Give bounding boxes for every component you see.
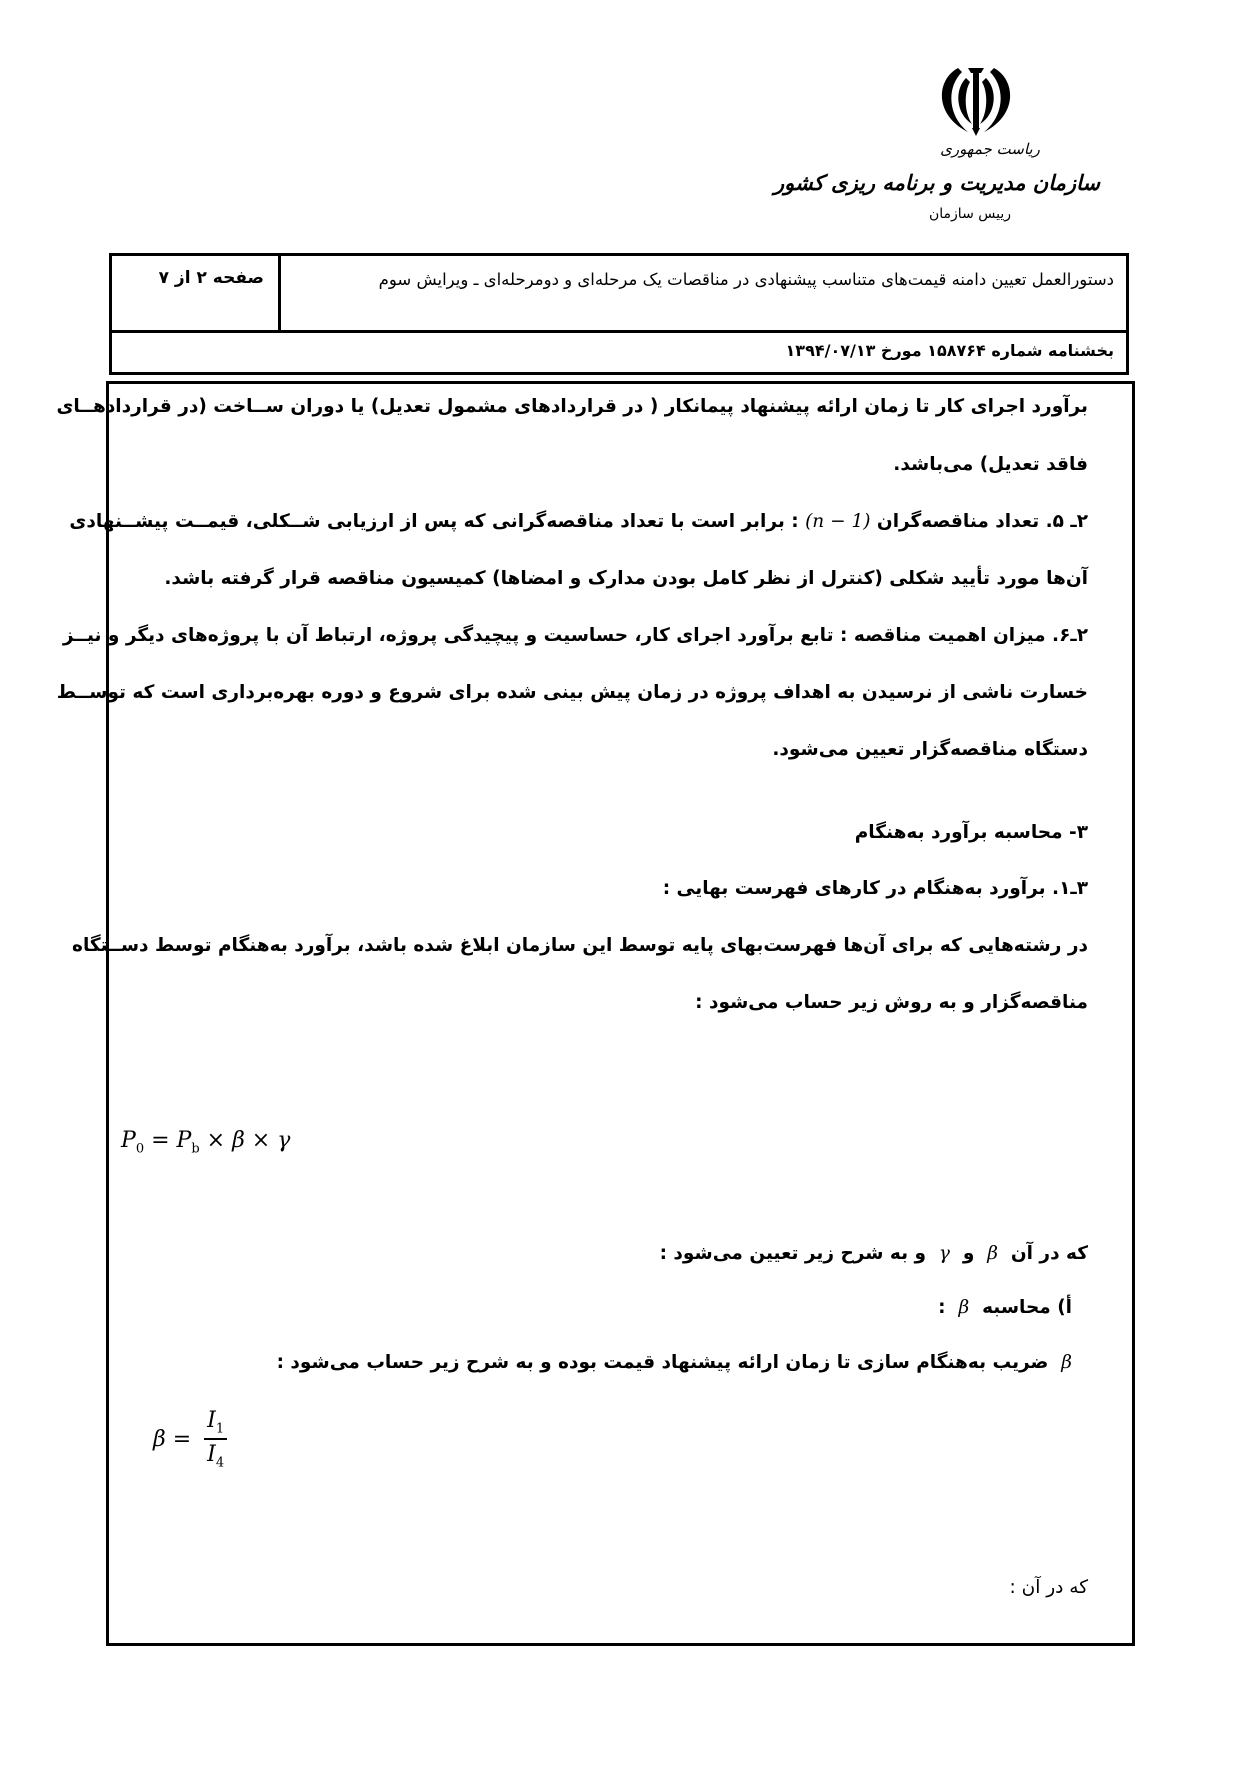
math-beta: β bbox=[958, 1297, 970, 1318]
document-body bbox=[56, 381, 1135, 1646]
paragraph-line: که در آن : bbox=[1009, 1577, 1088, 1598]
formula-p0: $P_0 = P_b \times \beta \times \gamma$ bbox=[121, 1128, 291, 1157]
math-beta: β bbox=[1061, 1352, 1072, 1373]
page-number: صفحه ۲ از ۷ bbox=[112, 256, 281, 330]
paragraph-line: دستگاه مناقصه‌گزار تعیین می‌شود. bbox=[772, 739, 1088, 760]
header-row-title bbox=[112, 256, 1126, 333]
paragraph-line: خسارت ناشی از نرسیدن به اهداف پروژه در زمان پیش بینی شده برای شروع و دوره بهره‌برداری است که توســط bbox=[56, 682, 1088, 703]
subsection-heading: ۳ـ۱. برآورد به‌هنگام در کارهای فهرست بهایی : bbox=[662, 878, 1088, 899]
paragraph-line: ۲ـ۶. میزان اهمیت مناقصه : تابع برآورد اجرای کار، حساسیت و پیچیدگی پروژه، ارتباط آن با پروژه‌های دیگر و نیــز bbox=[62, 625, 1088, 646]
paragraph-line: در رشته‌هایی که برای آن‌ها فهرست‌بهای پایه توسط این سازمان ابلاغ شده باشد، برآورد به‌هنگام توسط دســتگاه bbox=[72, 935, 1088, 956]
math-n-minus-1: (n − 1) bbox=[805, 511, 871, 532]
fraction: $\frac{I_1}{I_4}$ bbox=[204, 1408, 227, 1471]
organization-name: سازمان مدیریت و برنامه ریزی کشور bbox=[774, 170, 1100, 195]
iran-emblem-icon bbox=[928, 60, 1024, 140]
paragraph-line: برآورد اجرای کار تا زمان ارائه پیشنهاد پیمانکار ( در قراردادهای مشمول تعدیل) یا دوران ســاخت (در قراردادهــای bbox=[56, 396, 1088, 417]
paragraph-line bbox=[69, 511, 1088, 532]
paragraph-line: آن‌ها مورد تأیید شکلی (کنترل از نظر کامل بودن مدارک و امضاها) کمیسیون مناقصه قرار گرفته باشد. bbox=[164, 568, 1088, 589]
paragraph-line: مناقصه‌گزار و به روش زیر حساب می‌شود : bbox=[695, 992, 1088, 1013]
circular-reference: بخشنامه شماره ۱۵۸۷۶۴ مورخ ۱۳۹۴/۰۷/۱۳ bbox=[785, 341, 1114, 360]
item-number-text: ۲ـ ۵. تعداد مناقصه‌گران bbox=[876, 511, 1088, 532]
document-title: دستورالعمل تعیین دامنه قیمت‌های متناسب پیشنهادی در مناقصات یک مرحله‌ای و دومرحله‌ای ـ ویرایش سوم bbox=[378, 270, 1114, 289]
document-header-table bbox=[109, 253, 1129, 375]
math-gamma: γ bbox=[938, 1243, 950, 1264]
section-heading: ۳- محاسبه برآورد به‌هنگام bbox=[854, 822, 1088, 843]
item-text: : برابر است با تعداد مناقصه‌گرانی که پس از ارزیابی شــکلی، قیمــت پیشــنهادی bbox=[69, 511, 799, 532]
paragraph-line: β ضریب به‌هنگام سازی تا زمان ارائه پیشنهاد قیمت بوده و به شرح زیر حساب می‌شود : bbox=[276, 1352, 1072, 1373]
formula-beta: β = $\frac{I_1}{I_4}$ bbox=[153, 1408, 227, 1471]
math-beta: β bbox=[987, 1243, 998, 1264]
paragraph-line: فاقد تعدیل) می‌باشد. bbox=[893, 454, 1088, 475]
paragraph-line: که در آن β و γ و به شرح زیر تعیین می‌شود : bbox=[659, 1243, 1088, 1264]
presidency-label: ریاست جمهوری bbox=[940, 140, 1040, 158]
office-label: رییس سازمان bbox=[929, 206, 1011, 222]
list-item-a: أ) محاسبه β : bbox=[938, 1297, 1072, 1318]
